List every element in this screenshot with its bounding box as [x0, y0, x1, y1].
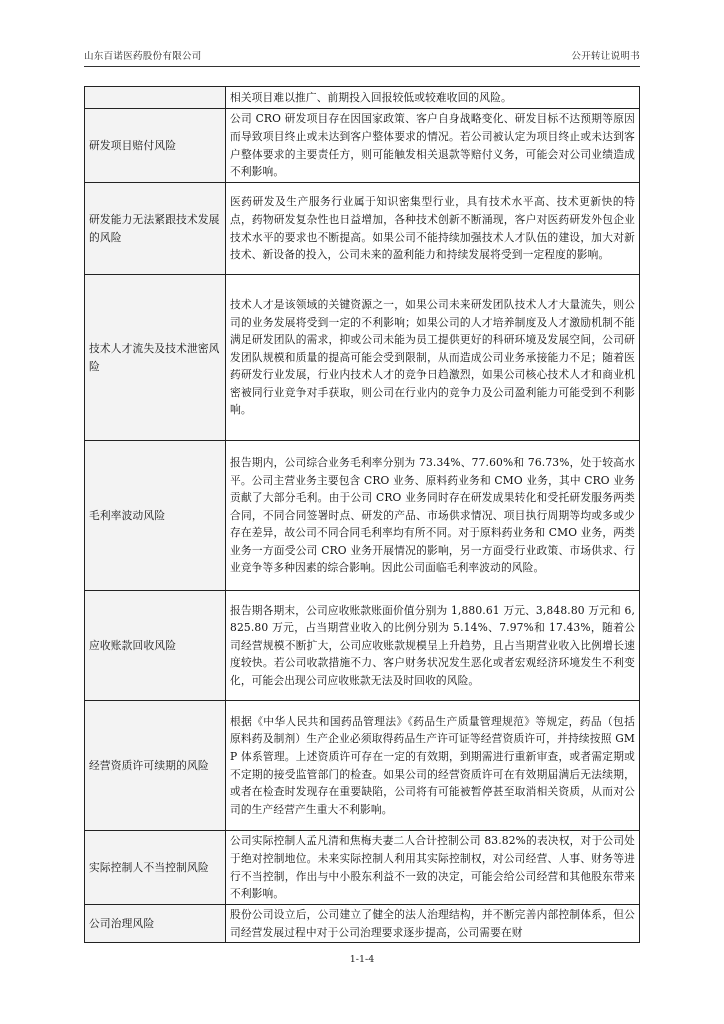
table-row: [85, 87, 640, 109]
risk-description: 报告期各期末，公司应收账款账面价值分别为 1,880.61 万元、3,848.80 万元和 6,825.80 万元，占当期营业收入的比例分别为 5.14%、7.97%和 17.43%，随着公司经营规模不断扩大，公司应收账款规模呈上升趋势，且占当期营业收入比例增长速度较快。若公司收款措施不力、客户财务状况发生恶化或者宏观经济环境发生不利变化，可能会出现公司应收账款无法及时回收的风险。: [226, 591, 640, 701]
risk-name: 应收账款回收风险: [85, 591, 226, 701]
page-header: [84, 48, 640, 62]
risk-name: 公司治理风险: [85, 905, 226, 943]
risk-name: 研发能力无法紧跟技术发展的风险: [85, 183, 226, 275]
risk-description: 股份公司设立后，公司建立了健全的法人治理结构，并不断完善内部控制体系，但公司经营发展过程中对于公司治理要求逐步提高，公司需要在财: [226, 905, 640, 943]
table-row: [85, 183, 640, 275]
risk-name: 研发项目赔付风险: [85, 109, 226, 183]
company-name: 山东百诺医药股份有限公司: [84, 51, 202, 62]
page-number: 1-1-4: [349, 954, 375, 965]
table-row: [85, 441, 640, 591]
risk-description: 公司 CRO 研发项目存在因国家政策、客户自身战略变化、研发目标不达预期等原因而导致项目终止或未达到客户整体要求的情况。若公司被认定为项目终止或未达到客户整体要求的主要责任方，则可能触发相关退款等赔付义务，可能会对公司业绩造成不利影响。: [226, 109, 640, 183]
risk-name: 技术人才流失及技术泄密风险: [85, 275, 226, 441]
table-row: [85, 701, 640, 831]
risk-description: 根据《中华人民共和国药品管理法》《药品生产质量管理规范》等规定，药品（包括原料药及制剂）生产企业必须取得药品生产许可证等经营资质许可，并持续按照 GMP 体系管理。上述资质许可存在一定的有效期，到期需进行重新审查，或者需定期或不定期的接受监管部门的检查。如果公司的经营资质许可在有效期届满后无法续期，或者在检查时发现存在重要缺陷，公司将有可能被暂停甚至取消相关资质，从而对公司的生产经营产生重大不利影响。: [226, 701, 640, 831]
table-row: [85, 591, 640, 701]
risk-description: 技术人才是该领域的关键资源之一，如果公司未来研发团队技术人才大量流失，则公司的业务发展将受到一定的不利影响；如果公司的人才培养制度及人才激励机制不能满足研发团队的需求，抑或公司未能为员工提供更好的科研环境及发展空间，公司研发团队规模和质量的提高可能会受到限制，从而造成公司业务承接能力不足；随着医药研发行业发展，行业内技术人才的竞争日趋激烈，如果公司核心技术人才和商业机密被同行业竞争对手获取，则公司在行业内的竞争力及公司盈利能力可能受到不利影响。: [226, 275, 640, 441]
risk-description: 公司实际控制人孟凡清和焦梅夫妻二人合计控制公司 83.82%的表决权，对于公司处于绝对控制地位。未来实际控制人利用其实际控制权，对公司经营、人事、财务等进行不当控制，作出与中小股东利益不一致的决定，可能会给公司经营和其他股东带来不利影响。: [226, 831, 640, 905]
risk-description: 报告期内，公司综合业务毛利率分别为 73.34%、77.60%和 76.73%，处于较高水平。公司主营业务主要包含 CRO 业务、原料药业务和 CMO 业务，其中 CRO 业务贡献了大部分毛利。由于公司 CRO 业务同时存在研发成果转化和受托研发服务两类合同，不同合同签署时点、研发的产品、市场供求情况、项目执行周期等均或多或少存在差异，故公司不同合同毛利率均有所不同。对于原料药业务和 CMO 业务，两类业务一方面受公司 CRO 业务开展情况的影响，另一方面受行业政策、市场供求、行业竞争等多种因素的综合影响。因此公司面临毛利率波动的风险。: [226, 441, 640, 591]
risk-name: 毛利率波动风险: [85, 441, 226, 591]
table-row: [85, 109, 640, 183]
header-divider: [84, 66, 640, 67]
risk-description: 相关项目难以推广、前期投入回报较低或较难收回的风险。: [226, 87, 640, 109]
risk-factors-table: [84, 86, 640, 943]
table-row: [85, 905, 640, 943]
risk-name: 经营资质许可续期的风险: [85, 701, 226, 831]
table-row: [85, 831, 640, 905]
table-row: [85, 275, 640, 441]
risk-name: 实际控制人不当控制风险: [85, 831, 226, 905]
risk-description: 医药研发及生产服务行业属于知识密集型行业，具有技术水平高、技术更新快的特点，药物研发复杂性也日益增加，各种技术创新不断涌现，客户对医药研发外包企业技术水平的要求也不断提高。如果公司不能持续加强技术人才队伍的建设，加大对新技术、新设备的投入，公司未来的盈利能力和持续发展将受到一定程度的影响。: [226, 183, 640, 275]
document-title: 公开转让说明书: [571, 51, 640, 62]
risk-name: [85, 87, 226, 109]
